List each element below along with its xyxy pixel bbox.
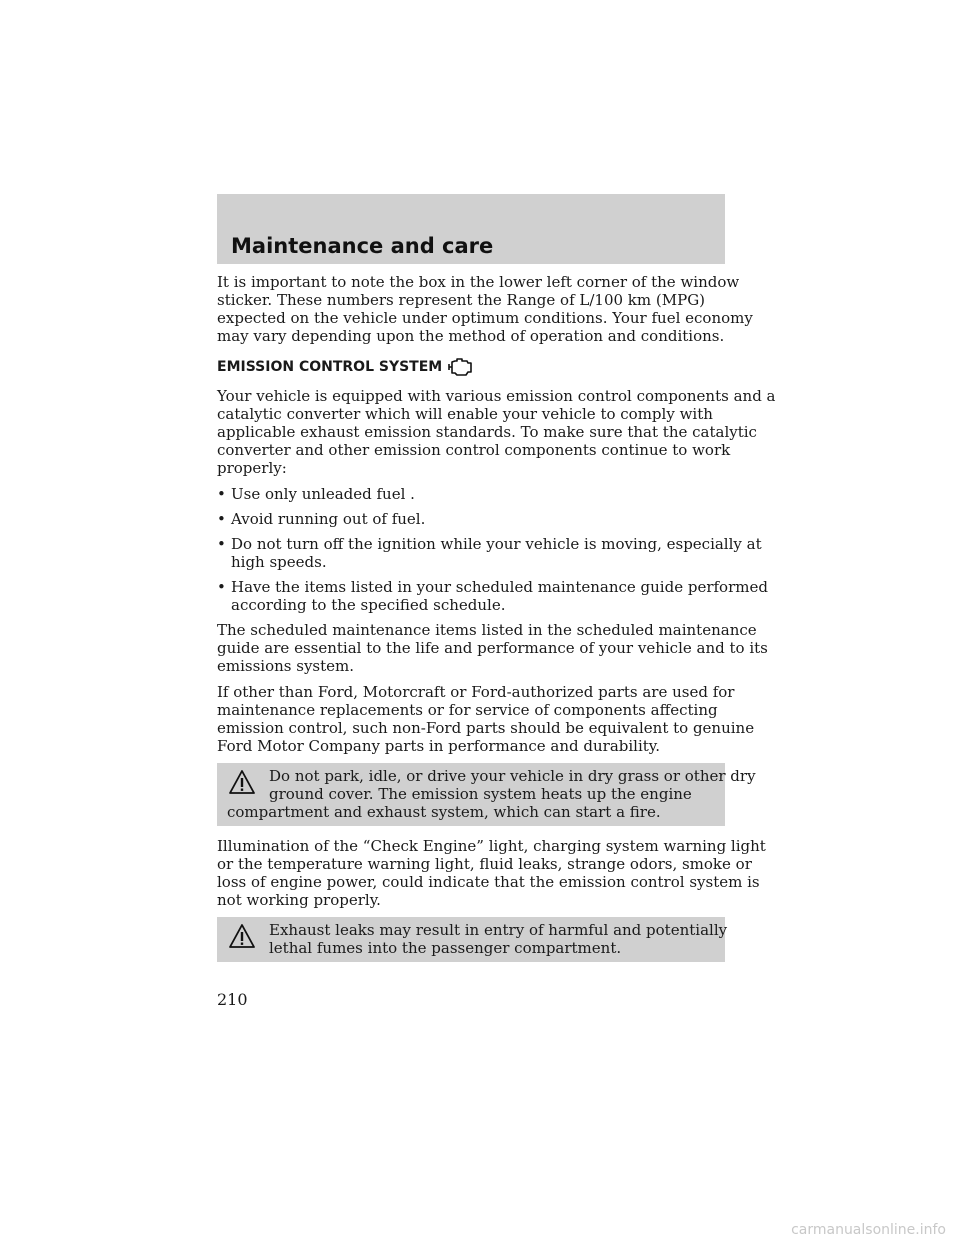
text-line: according to the specified schedule.: [231, 596, 506, 614]
text-line: converter and other emission control components continue to work: [217, 441, 731, 459]
text-line: catalytic converter which will enable your vehicle to comply with: [217, 405, 713, 423]
intro-paragraph: [217, 273, 753, 345]
emission-bullet-list: [217, 485, 768, 614]
text-line: The scheduled maintenance items listed in the scheduled maintenance: [217, 621, 757, 639]
exhaust-warning-box: [217, 917, 728, 962]
bullet-dot: •: [217, 578, 226, 596]
list-item: [217, 578, 768, 614]
watermark: carmanualsonline.info: [791, 1222, 946, 1238]
text-line: Use only unleaded fuel .: [231, 485, 415, 503]
text-line: may vary depending upon the method of operation and conditions.: [217, 327, 725, 345]
fire-warning-box: [217, 763, 756, 826]
check-engine-icon: [445, 357, 475, 377]
section-heading: [217, 357, 725, 377]
text-line: sticker. These numbers represent the Range of L/100 km (MPG): [217, 291, 706, 309]
text-line: guide are essential to the life and performance of your vehicle and to its: [217, 639, 768, 657]
page-title: Maintenance and care: [231, 234, 494, 258]
text-line: Do not turn off the ignition while your vehicle is moving, especially at: [231, 535, 762, 553]
bullet-dot: •: [217, 510, 226, 528]
page-number: 210: [217, 990, 248, 1009]
text-line: emission control, such non-Ford parts should be equivalent to genuine: [217, 719, 755, 737]
list-item: [217, 535, 762, 571]
warning-text-line: Exhaust leaks may result in entry of harmful and potentially: [269, 921, 728, 939]
text-line: expected on the vehicle under optimum conditions. Your fuel economy: [217, 309, 753, 327]
text-line: applicable exhaust emission standards. To make sure that the catalytic: [217, 423, 757, 441]
list-item: [217, 510, 725, 528]
warning-text-line: lethal fumes into the passenger compartment.: [269, 939, 622, 957]
text-line: not working properly.: [217, 891, 381, 909]
section-header-band: [217, 194, 725, 264]
list-item: [217, 485, 725, 503]
text-line: or the temperature warning light, fluid leaks, strange odors, smoke or: [217, 855, 752, 873]
text-line: emissions system.: [217, 657, 355, 675]
text-line: loss of engine power, could indicate that the emission control system is: [217, 873, 760, 891]
emission-intro-paragraph: [217, 387, 776, 477]
text-line: Avoid running out of fuel.: [231, 510, 426, 528]
bullet-dot: •: [217, 485, 226, 503]
text-line: It is important to note the box in the lower left corner of the window: [217, 273, 740, 291]
section-heading-text: EMISSION CONTROL SYSTEM: [217, 359, 443, 375]
maintenance-paragraph: [217, 621, 768, 675]
warning-text-line: compartment and exhaust system, which can start a fire.: [227, 803, 661, 821]
text-line: Have the items listed in your scheduled maintenance guide performed: [231, 578, 768, 596]
bullet-dot: •: [217, 535, 226, 553]
page-content: [217, 273, 776, 973]
text-line: If other than Ford, Motorcraft or Ford-authorized parts are used for: [217, 683, 735, 701]
text-line: Your vehicle is equipped with various emission control components and a: [217, 387, 776, 405]
check-engine-paragraph: [217, 837, 766, 909]
parts-paragraph: [217, 683, 755, 755]
text-line: Ford Motor Company parts in performance and durability.: [217, 737, 661, 755]
text-line: properly:: [217, 459, 287, 477]
text-line: maintenance replacements or for service of components affecting: [217, 701, 718, 719]
text-line: Illumination of the “Check Engine” light, charging system warning light: [217, 837, 766, 855]
warning-triangle-icon: [228, 769, 256, 795]
text-line: high speeds.: [231, 553, 327, 571]
warning-text-line: ground cover. The emission system heats up the engine: [269, 785, 692, 803]
warning-text-line: Do not park, idle, or drive your vehicle in dry grass or other dry: [269, 767, 756, 785]
warning-triangle-icon: [228, 923, 256, 949]
